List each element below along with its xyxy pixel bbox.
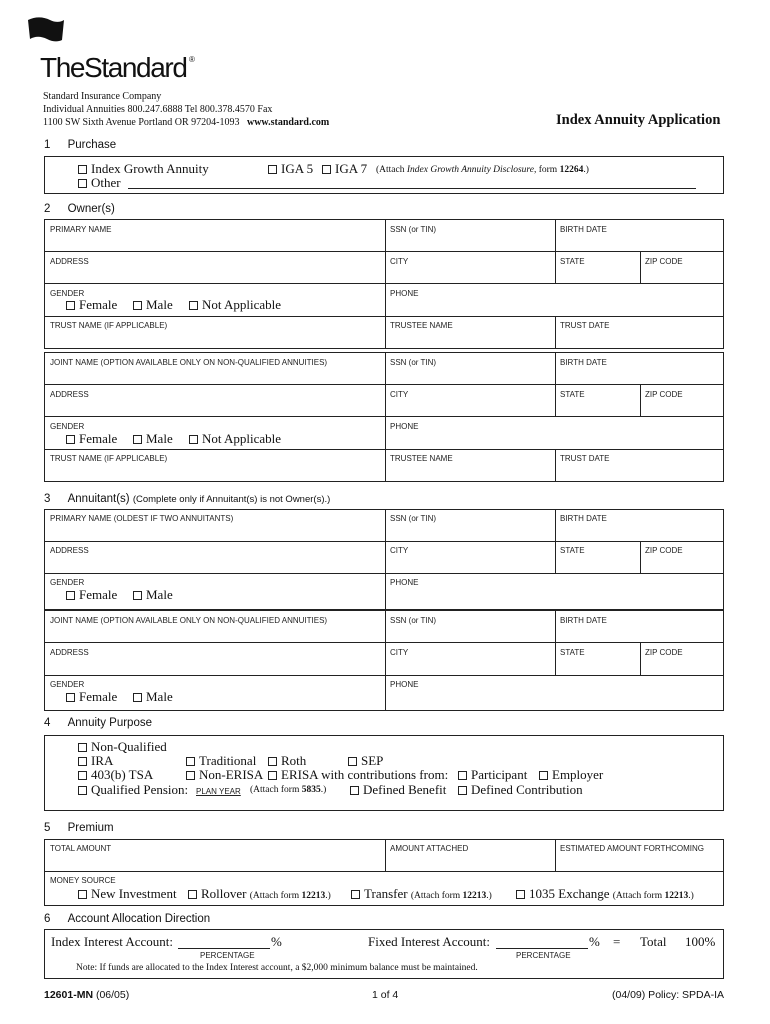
attach-note: (Attach form 12213.) <box>612 891 694 901</box>
other-input-line[interactable] <box>128 188 696 189</box>
money-source-label: MONEY SOURCE <box>50 876 116 885</box>
section-number: 2 <box>44 203 51 215</box>
section-number: 5 <box>44 822 51 834</box>
amount-attached-field[interactable]: AMOUNT ATTACHED <box>390 844 469 853</box>
employer-option[interactable]: Employer <box>539 767 603 783</box>
checkbox-icon[interactable] <box>78 743 87 752</box>
checkbox-icon[interactable] <box>66 301 75 310</box>
city-field[interactable]: CITY <box>390 546 409 555</box>
qualified-pension-option[interactable]: Qualified Pension: <box>78 782 188 798</box>
checkbox-icon[interactable] <box>268 757 277 766</box>
trustee-name-field[interactable]: TRUSTEE NAME <box>390 321 453 330</box>
section-3-heading <box>44 493 330 505</box>
birth-date-field[interactable]: BIRTH DATE <box>560 358 607 367</box>
checkbox-icon[interactable] <box>66 435 75 444</box>
checkbox-icon[interactable] <box>322 165 331 174</box>
state-field[interactable]: STATE <box>560 390 585 399</box>
fixed-percentage-caption: PERCENTAGE <box>516 951 571 960</box>
section-title: Account Allocation Direction <box>67 913 211 925</box>
birth-date-field[interactable]: BIRTH DATE <box>560 616 607 625</box>
female-option[interactable]: Female <box>66 431 117 447</box>
non-erisa-option[interactable]: Non-ERISA <box>186 767 263 783</box>
checkbox-icon[interactable] <box>78 165 87 174</box>
section-4-heading <box>44 717 152 729</box>
allocation-note: Note: If funds are allocated to the Index Interest account, a $2,000 minimum balance must be maintained. <box>76 963 478 973</box>
equals-sign: = <box>613 934 621 949</box>
ssn-field[interactable]: SSN (or TIN) <box>390 225 437 234</box>
gender-label: GENDER <box>50 422 85 431</box>
primary-name-field[interactable]: PRIMARY NAME <box>50 225 112 234</box>
company-logo: TheStandard <box>40 52 187 83</box>
birth-date-field[interactable]: BIRTH DATE <box>560 514 607 523</box>
female-option[interactable]: Female <box>66 297 117 313</box>
tsa-option[interactable]: 403(b) TSA <box>78 767 153 783</box>
traditional-option[interactable]: Traditional <box>186 753 256 769</box>
annuitant-joint-name-field[interactable]: JOINT NAME (OPTION AVAILABLE ONLY ON NON-QUALIFIED ANNUITIES) <box>50 616 328 625</box>
amount-forthcoming-field[interactable]: ESTIMATED AMOUNT FORTHCOMING <box>560 844 705 853</box>
fixed-interest-input[interactable] <box>496 948 588 949</box>
checkbox-icon[interactable] <box>133 693 142 702</box>
form-number: 12601-MN (06/05) <box>44 989 130 1001</box>
section-title: Premium <box>67 822 114 834</box>
section-number: 1 <box>44 139 51 151</box>
checkbox-icon[interactable] <box>539 771 548 780</box>
company-phones: Individual Annuities 800.247.6888 Tel 800.378.4570 Fax <box>43 104 273 115</box>
section-5-heading <box>44 822 114 834</box>
zip-field[interactable]: ZIP CODE <box>645 546 683 555</box>
male-option[interactable]: Male <box>133 689 173 705</box>
section-title: Owner(s) <box>67 203 115 215</box>
city-field[interactable]: CITY <box>390 648 409 657</box>
other-option[interactable] <box>78 175 121 191</box>
transfer-option[interactable]: Transfer (Attach form 12213.) <box>351 886 492 902</box>
trust-date-field[interactable]: TRUST DATE <box>560 454 610 463</box>
option-label: Other <box>91 175 121 190</box>
section-1-heading <box>44 139 116 151</box>
checkbox-icon[interactable] <box>189 435 198 444</box>
ssn-field[interactable]: SSN (or TIN) <box>390 616 437 625</box>
new-investment-option[interactable]: New Investment <box>78 886 177 902</box>
checkbox-icon[interactable] <box>133 301 142 310</box>
disclosure-note: (Attach Index Growth Annuity Disclosure, form 12264.) <box>376 165 589 175</box>
trustee-name-field[interactable]: TRUSTEE NAME <box>390 454 453 463</box>
section-number: 3 <box>44 493 51 505</box>
phone-field[interactable]: PHONE <box>390 578 419 587</box>
checkbox-icon[interactable] <box>78 771 87 780</box>
checkbox-icon[interactable] <box>189 301 198 310</box>
total-label: Total <box>640 934 667 949</box>
ssn-field[interactable]: SSN (or TIN) <box>390 514 437 523</box>
checkbox-icon[interactable] <box>268 771 277 780</box>
exchange-option[interactable]: 1035 Exchange (Attach form 12213.) <box>516 886 694 902</box>
defined-contribution-option[interactable]: Defined Contribution <box>458 782 583 798</box>
section-6-heading <box>44 913 210 925</box>
plan-year-field[interactable]: PLAN YEAR <box>196 787 241 796</box>
attach-note: (Attach form 12213.) <box>410 891 492 901</box>
checkbox-icon[interactable] <box>66 693 75 702</box>
page-number: 1 of 4 <box>372 989 399 1001</box>
sep-option[interactable]: SEP <box>348 753 383 769</box>
annuitant-primary-name-field[interactable]: PRIMARY NAME (OLDEST IF TWO ANNUITANTS) <box>50 514 234 523</box>
male-option[interactable]: Male <box>133 587 173 603</box>
section-2-heading <box>44 203 115 215</box>
roth-option[interactable]: Roth <box>268 753 306 769</box>
section-number: 6 <box>44 913 51 925</box>
checkbox-icon[interactable] <box>188 890 197 899</box>
attach-5835-note: (Attach form 5835.) <box>250 785 327 795</box>
checkbox-icon[interactable] <box>458 771 467 780</box>
non-qualified-option[interactable]: Non-Qualified <box>78 739 167 755</box>
index-interest-input[interactable] <box>178 948 270 949</box>
state-field[interactable]: STATE <box>560 648 585 657</box>
gender-label: GENDER <box>50 680 85 689</box>
address-field[interactable]: ADDRESS <box>50 257 89 266</box>
zip-field[interactable]: ZIP CODE <box>645 648 683 657</box>
checkbox-icon[interactable] <box>66 591 75 600</box>
male-option[interactable]: Male <box>133 297 173 313</box>
option-label: Index Growth Annuity <box>91 161 209 176</box>
registered-mark: ® <box>189 55 195 64</box>
phone-field[interactable]: PHONE <box>390 680 419 689</box>
address-field[interactable]: ADDRESS <box>50 390 89 399</box>
attach-note: (Attach form 12213.) <box>249 891 331 901</box>
company-address <box>43 117 329 128</box>
city-field[interactable]: CITY <box>390 257 409 266</box>
checkbox-icon[interactable] <box>516 890 525 899</box>
total-value: 100% <box>685 934 716 949</box>
trust-date-field[interactable]: TRUST DATE <box>560 321 610 330</box>
state-field[interactable]: STATE <box>560 257 585 266</box>
checkbox-icon[interactable] <box>186 771 195 780</box>
ira-option[interactable]: IRA <box>78 753 113 769</box>
joint-name-field[interactable]: JOINT NAME (OPTION AVAILABLE ONLY ON NON-QUALIFIED ANNUITIES) <box>50 358 328 367</box>
gender-label: GENDER <box>50 578 85 587</box>
zip-field[interactable]: ZIP CODE <box>645 390 683 399</box>
checkbox-icon[interactable] <box>458 786 467 795</box>
address-field[interactable]: ADDRESS <box>50 648 89 657</box>
index-percentage-caption: PERCENTAGE <box>200 951 255 960</box>
female-option[interactable]: Female <box>66 689 117 705</box>
trust-name-field[interactable]: TRUST NAME (IF APPLICABLE) <box>50 321 168 330</box>
option-label: IGA 5 <box>281 161 314 176</box>
defined-benefit-option[interactable]: Defined Benefit <box>350 782 446 798</box>
section-number: 4 <box>44 717 51 729</box>
flag-logo-icon <box>26 14 66 44</box>
checkbox-icon[interactable] <box>78 757 87 766</box>
iga7-option[interactable] <box>322 161 367 177</box>
index-pct-sign: % <box>271 934 282 949</box>
address-text: 1100 SW Sixth Avenue Portland OR 97204-1093 <box>43 117 240 128</box>
section-subtitle: (Complete only if Annuitant(s) is not Owner(s).) <box>132 494 331 505</box>
website-link[interactable]: www.standard.com <box>246 117 330 128</box>
fixed-pct-sign: % <box>589 934 600 949</box>
checkbox-icon[interactable] <box>186 757 195 766</box>
checkbox-icon[interactable] <box>133 435 142 444</box>
male-option[interactable]: Male <box>133 431 173 447</box>
erisa-option[interactable]: ERISA with contributions from: <box>268 767 448 783</box>
not-applicable-option[interactable]: Not Applicable <box>189 297 281 313</box>
checkbox-icon[interactable] <box>350 786 359 795</box>
company-name: Standard Insurance Company <box>43 91 162 102</box>
policy-info: (04/09) Policy: SPDA-IA <box>612 989 725 1001</box>
checkbox-icon[interactable] <box>78 786 87 795</box>
city-field[interactable]: CITY <box>390 390 409 399</box>
checkbox-icon[interactable] <box>348 757 357 766</box>
not-applicable-option[interactable]: Not Applicable <box>189 431 281 447</box>
gender-label: GENDER <box>50 289 85 298</box>
rollover-option[interactable]: Rollover (Attach form 12213.) <box>188 886 331 902</box>
index-interest-label: Index Interest Account: <box>51 934 174 949</box>
section-title: Purchase <box>67 139 117 151</box>
fixed-interest-label: Fixed Interest Account: <box>368 934 491 949</box>
phone-field[interactable]: PHONE <box>390 422 419 431</box>
iga5-option[interactable] <box>268 161 313 177</box>
female-option[interactable]: Female <box>66 587 117 603</box>
zip-field[interactable]: ZIP CODE <box>645 257 683 266</box>
total-amount-field[interactable]: TOTAL AMOUNT <box>50 844 112 853</box>
section-title: Annuity Purpose <box>67 717 152 729</box>
checkbox-icon[interactable] <box>351 890 360 899</box>
phone-field[interactable]: PHONE <box>390 289 419 298</box>
birth-date-field[interactable]: BIRTH DATE <box>560 225 607 234</box>
participant-option[interactable]: Participant <box>458 767 527 783</box>
address-field[interactable]: ADDRESS <box>50 546 89 555</box>
option-label: IGA 7 <box>335 161 368 176</box>
trust-name-field[interactable]: TRUST NAME (IF APPLICABLE) <box>50 454 168 463</box>
page-title: Index Annuity Application <box>556 112 721 128</box>
checkbox-icon[interactable] <box>78 890 87 899</box>
ssn-field[interactable]: SSN (or TIN) <box>390 358 437 367</box>
checkbox-icon[interactable] <box>78 179 87 188</box>
checkbox-icon[interactable] <box>268 165 277 174</box>
state-field[interactable]: STATE <box>560 546 585 555</box>
checkbox-icon[interactable] <box>133 591 142 600</box>
section-title: Annuitant(s) <box>67 493 130 505</box>
